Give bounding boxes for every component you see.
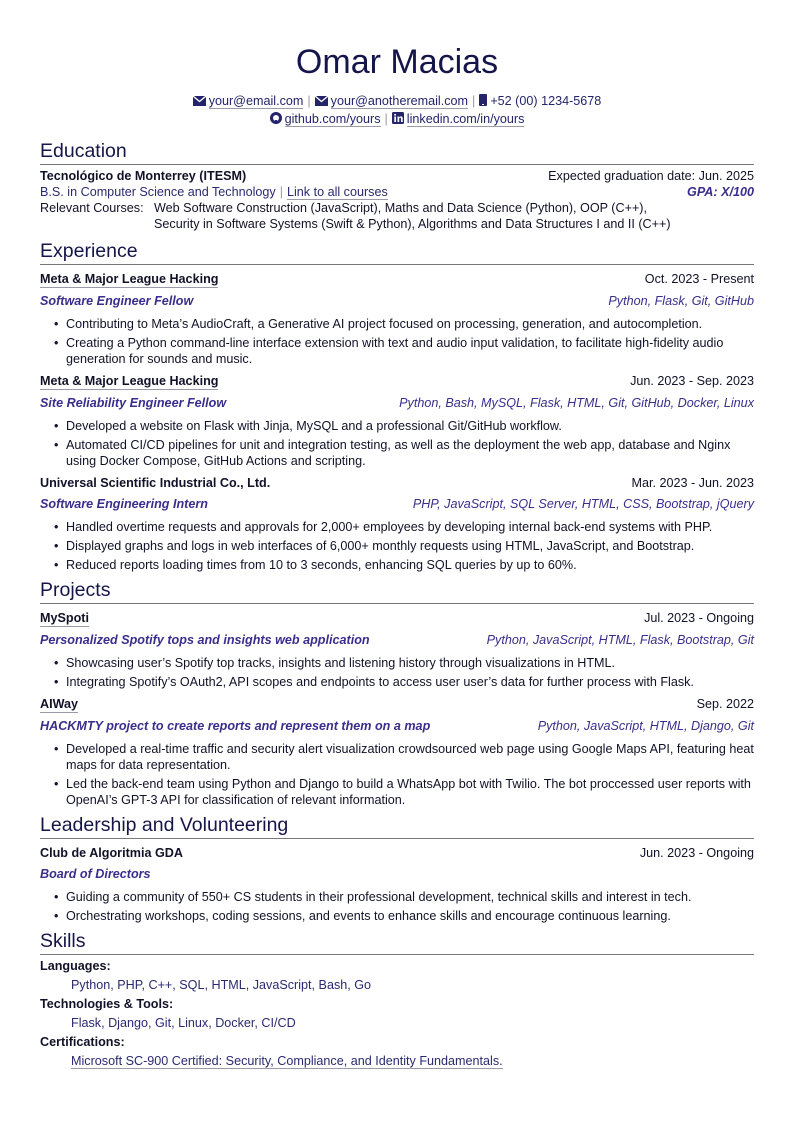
skill-value: Flask, Django, Git, Linux, Docker, CI/CD [71, 1016, 296, 1030]
bullet-item: • Contributing to Meta’s AudioCraft, a Generative AI project focused on processing, generation, and autocompletion. [66, 316, 754, 332]
role: HACKMTY project to create reports and represent them on a map [40, 719, 431, 733]
role: Software Engineer Fellow [40, 294, 194, 308]
bullet-item: • Showcasing user’s Spotify top tracks, insights and listening history through visualizations in HTML. [66, 655, 754, 671]
date: Jul. 2023 - Ongoing [644, 611, 754, 625]
bullet-item: • Handled overtime requests and approvals for 2,000+ employees by developing internal back-end systems with PHP. [66, 519, 754, 535]
role: Board of Directors [40, 867, 151, 881]
certification-link[interactable]: Microsoft SC-900 Certified: Security, Compliance, and Identity Fundamentals. [71, 1054, 503, 1068]
bullet-list [40, 889, 754, 924]
projects-list [40, 610, 754, 808]
gpa: GPA: X/100 [687, 185, 754, 199]
skill-values [40, 977, 754, 993]
bullet-list [40, 316, 754, 367]
leadership-list [40, 845, 754, 924]
skill-label: Languages: [40, 959, 111, 973]
phone: +52 (00) 1234-5678 [490, 94, 602, 108]
entry [40, 696, 754, 808]
courses-label: Relevant Courses: [40, 201, 144, 215]
degree: B.S. in Computer Science and Technology [40, 185, 276, 199]
courses-line: Security in Software Systems (Swift & Python), Algorithms and Data Structures I and II (C++) [154, 217, 671, 231]
skills-list [40, 958, 754, 1069]
phone-icon [479, 94, 487, 106]
bullet-item: • Creating a Python command-line interface extension with text and audio input validation, to facilitate high-fidelity audio generation for sounds and music. [66, 335, 754, 367]
organization: Meta & Major League Hacking [40, 272, 219, 286]
linkedin-icon [392, 112, 404, 124]
organization: MySpoti [40, 611, 89, 625]
entry [40, 373, 754, 469]
technologies: Python, Flask, Git, GitHub [608, 294, 754, 308]
skill-values [40, 1053, 754, 1069]
skill-values [40, 1015, 754, 1031]
date: Oct. 2023 - Present [644, 272, 754, 286]
entry-header [40, 271, 754, 288]
email-link[interactable]: your@email.com [208, 94, 304, 108]
section-heading-education: Education [40, 140, 754, 165]
entry-header [40, 696, 754, 713]
graduation-date: Expected graduation date: Jun. 2025 [548, 169, 754, 183]
bullet-list [40, 655, 754, 690]
technologies: Python, Bash, MySQL, Flask, HTML, Git, GitHub, Docker, Linux [399, 396, 754, 410]
separator: | [472, 94, 476, 108]
separator: | [307, 94, 311, 108]
courses-line: Web Software Construction (JavaScript), Maths and Data Science (Python), OOP (C++), [154, 201, 647, 215]
experience-list [40, 271, 754, 573]
bullet-item: • Displayed graphs and logs in web interfaces of 6,000+ monthly requests using HTML, JavaScript, and Bootstrap. [66, 538, 754, 554]
bullet-item: • Guiding a community of 550+ CS students in their professional development, technical skills and interest in tech. [66, 889, 754, 905]
bullet-item: • Integrating Spotify’s OAuth2, API scopes and endpoints to access user user’s data for further process with Flask. [66, 674, 754, 690]
technologies: Python, JavaScript, HTML, Flask, Bootstrap, Git [486, 633, 754, 647]
entry [40, 475, 754, 573]
github-icon [270, 112, 282, 124]
contact-line-1 [40, 92, 754, 110]
envelope-icon [193, 96, 206, 106]
entry-subheader [40, 632, 754, 648]
role: Site Reliability Engineer Fellow [40, 396, 227, 410]
entry-subheader [40, 395, 754, 411]
entry-header [40, 845, 754, 861]
linkedin-link[interactable]: linkedin.com/in/yours [406, 112, 525, 126]
entry [40, 610, 754, 690]
bullet-list [40, 519, 754, 573]
education-entry [40, 168, 754, 232]
date: Mar. 2023 - Jun. 2023 [631, 476, 754, 490]
entry-subheader [40, 496, 754, 512]
skill-label: Technologies & Tools: [40, 997, 174, 1011]
entry-subheader [40, 866, 754, 882]
entry [40, 845, 754, 924]
role: Software Engineering Intern [40, 497, 208, 511]
organization: AIWay [40, 697, 79, 711]
bullet-item: • Developed a real-time traffic and security alert visualization crowdsourced web page using Google Maps API, featuring heat maps for data representation. [66, 741, 754, 773]
bullet-item: • Automated CI/CD pipelines for unit and integration testing, as well as the deployment the web app, database and Nginx using Docker Compose, GitHub Actions and scripting. [66, 437, 754, 469]
technologies: Python, JavaScript, HTML, Django, Git [537, 719, 754, 733]
separator: | [384, 112, 388, 126]
envelope-icon [315, 96, 328, 106]
entry-header [40, 373, 754, 390]
entry [40, 271, 754, 367]
bullet-item: • Led the back-end team using Python and Django to build a WhatsApp bot with Twilio. The bot proccessed user reports with OpenAI’s GPT-3 API for classification of relevant information. [66, 776, 754, 808]
resume [40, 0, 754, 1069]
bullet-item: • Developed a website on Flask with Jinja, MySQL and a professional Git/GitHub workflow. [66, 418, 754, 434]
section-heading-experience: Experience [40, 240, 754, 265]
section-heading-skills: Skills [40, 930, 754, 955]
github-link[interactable]: github.com/yours [284, 112, 381, 126]
entry-header [40, 610, 754, 627]
separator: | [279, 185, 283, 199]
entry-subheader [40, 293, 754, 309]
skill-value: Python, PHP, C++, SQL, HTML, JavaScript, Bash, Go [71, 978, 372, 992]
bullet-item: • Orchestrating workshops, coding sessions, and events to enhance skills and encourage continuous learning. [66, 908, 754, 924]
bullet-list [40, 741, 754, 808]
entry-header [40, 475, 754, 491]
role: Personalized Spotify tops and insights web application [40, 633, 370, 647]
bullet-list [40, 418, 754, 469]
section-heading-projects: Projects [40, 579, 754, 604]
entry-subheader [40, 718, 754, 734]
courses-link[interactable]: Link to all courses [286, 185, 388, 199]
bullet-item: • Reduced reports loading times from 10 to 3 seconds, enhancing SQL queries by up to 60%. [66, 557, 754, 573]
name: Omar Macias [295, 43, 499, 81]
section-heading-leadership: Leadership and Volunteering [40, 814, 754, 839]
date: Jun. 2023 - Ongoing [639, 846, 754, 860]
date: Jun. 2023 - Sep. 2023 [630, 374, 754, 388]
date: Sep. 2022 [696, 697, 754, 711]
technologies: PHP, JavaScript, SQL Server, HTML, CSS, Bootstrap, jQuery [412, 497, 754, 511]
skill-label: Certifications: [40, 1035, 125, 1049]
email-link-2[interactable]: your@anotheremail.com [330, 94, 469, 108]
contact-line-2 [40, 110, 754, 128]
school: Tecnológico de Monterrey (ITESM) [40, 169, 247, 183]
organization: Universal Scientific Industrial Co., Ltd. [40, 476, 271, 490]
organization: Meta & Major League Hacking [40, 374, 219, 388]
organization: Club de Algoritmia GDA [40, 846, 183, 860]
